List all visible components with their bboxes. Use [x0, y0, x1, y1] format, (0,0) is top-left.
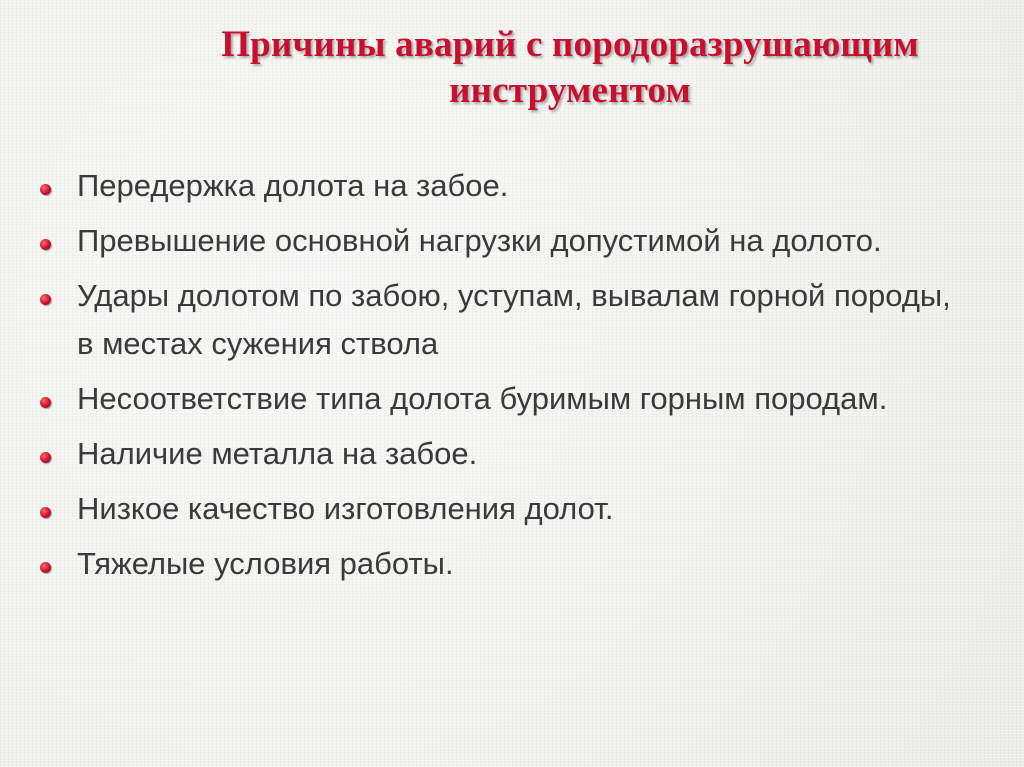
- bullet-text: Наличие металла на забое.: [77, 436, 478, 471]
- title-line-2: инструментом: [449, 70, 691, 111]
- title-line-1: Причины аварий с породоразрушающим: [221, 24, 919, 65]
- bullet-item: [0, 217, 1024, 265]
- bullet-text: Передержка долота на забое.: [77, 168, 509, 203]
- bullet-dot-icon: [40, 507, 51, 518]
- slide-title: [120, 22, 1020, 114]
- bullet-dot-icon: [40, 452, 51, 463]
- bullet-text: Несоответствие типа долота буримым горным породам.: [77, 381, 888, 416]
- bullet-text: Низкое качество изготовления долот.: [77, 491, 614, 526]
- bullet-item: [0, 540, 1024, 588]
- bullet-list: [0, 162, 1024, 588]
- bullet-text: Превышение основной нагрузки допустимой на долото.: [77, 223, 882, 258]
- bullet-item: [0, 162, 1024, 210]
- bullet-dot-icon: [40, 562, 51, 573]
- bullet-dot-icon: [40, 294, 51, 305]
- bullet-item: [0, 430, 1024, 478]
- bullet-item: [0, 272, 1024, 368]
- bullet-text: Тяжелые условия работы.: [77, 546, 454, 581]
- bullet-text: Удары долотом по забою, уступам, вывалам горной породы, в местах сужения ствола: [77, 278, 951, 361]
- bullet-dot-icon: [40, 397, 51, 408]
- bullet-dot-icon: [40, 239, 51, 250]
- bullet-item: [0, 485, 1024, 533]
- bullet-item: [0, 375, 1024, 423]
- bullet-dot-icon: [40, 184, 51, 195]
